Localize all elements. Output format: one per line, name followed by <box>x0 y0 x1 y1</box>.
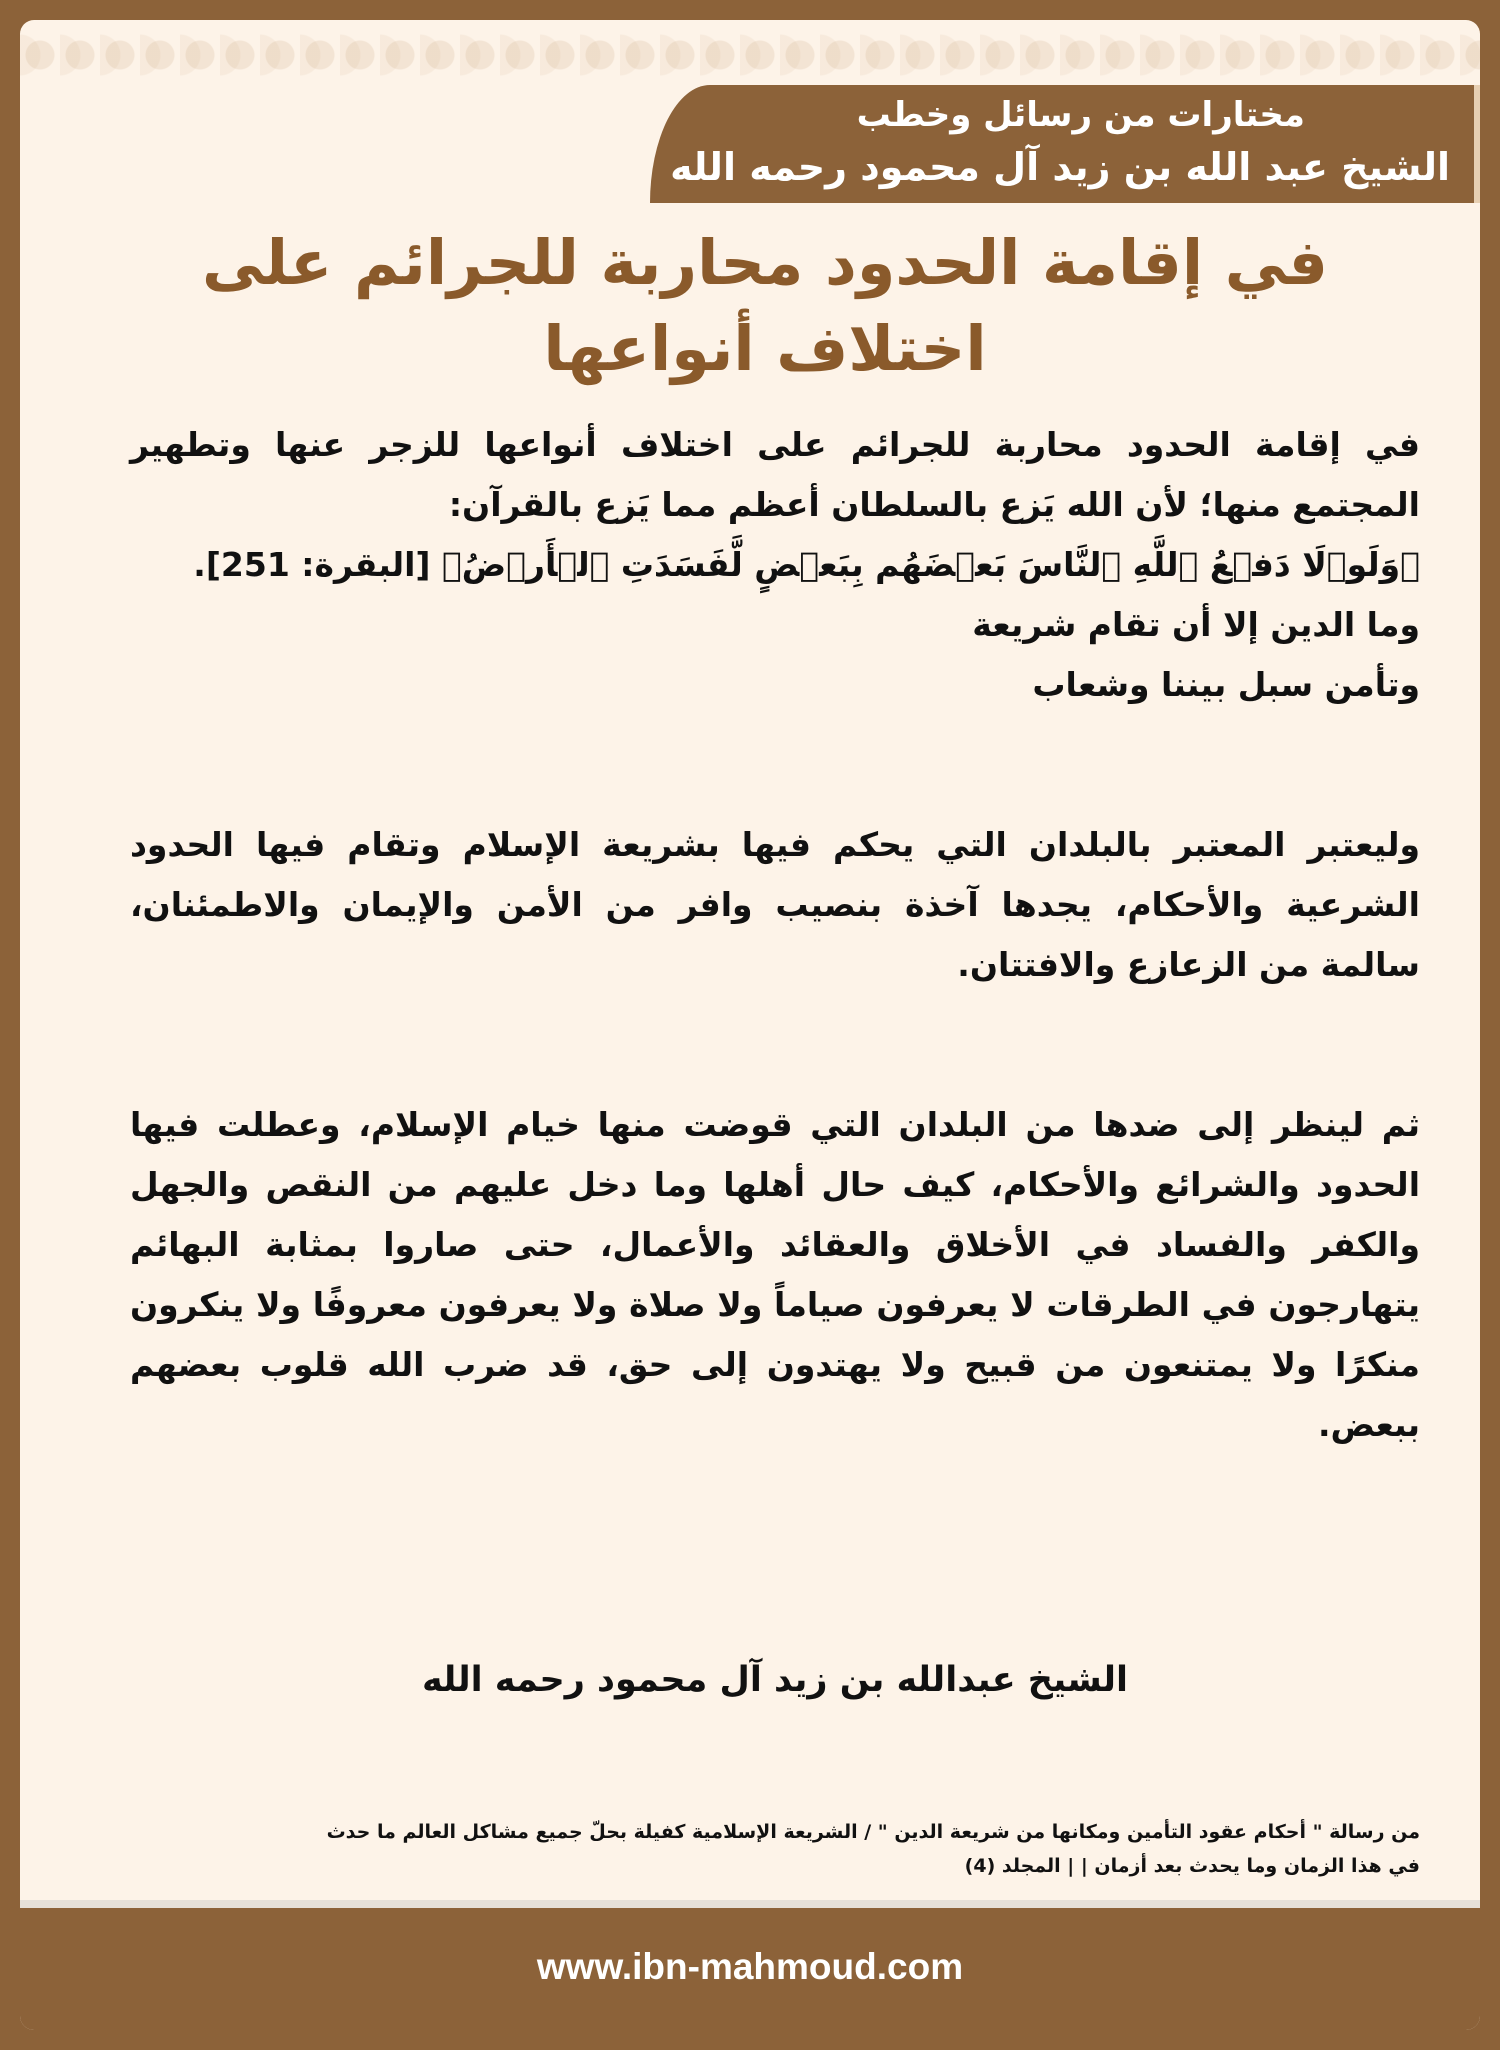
website-link[interactable]: www.ibn-mahmoud.com <box>536 1946 964 1987</box>
paragraph-intro: في إقامة الحدود محاربة للجرائم على اختلاف أنواعها للزجر عنها وتطهير المجتمع منها؛ لأن الله يَزع بالسلطان أعظم مما يَزع بالقرآن: <box>130 425 1420 524</box>
header-banner <box>650 85 1480 203</box>
source-line-1: من رسالة " أحكام عقود التأمين ومكانها من شريعة الدين " / الشريعة الإسلامية كفيلة بحلّ جميع مشاكل العالم ما حدث <box>326 1821 1420 1843</box>
paragraph-third: ثم لينظر إلى ضدها من البلدان التي قوضت منها خيام الإسلام، وعطلت فيها الحدود والشرائع والأحكام، كيف حال أهلها وما دخل عليهم من النقص والجهل والكفر والفساد في الأخلاق والعقائد والأعمال، حتى صاروا بمثابة البهائم يتهارجون في الطرقات لا يعرفون صياماً ولا صلاة ولا يعرفون معروفًا ولا ينكرون منكرًا ولا يمتنعون من قبيح ولا يهتدون إلى حق، قد ضرب الله قلوب بعضهم ببعض. <box>130 1105 1420 1444</box>
source-line-2: في هذا الزمان وما يحدث بعد أزمان | | المجلد (4) <box>964 1855 1420 1877</box>
header-author: الشيخ عبد الله بن زيد آل محمود رحمه الله <box>670 145 1450 189</box>
paragraph-second: وليعتبر المعتبر بالبلدان التي يحكم فيها بشريعة الإسلام وتقام فيها الحدود الشرعية والأحكام، يجدها آخذة بنصيب وافر من الأمن والإيمان والاطمئنان، سالمة من الزعازع والافتتان. <box>130 825 1420 984</box>
author-signature: الشيخ عبدالله بن زيد آل محمود رحمه الله <box>421 1660 1129 1700</box>
header-series-title: مختارات من رسائل وخطب <box>856 95 1305 135</box>
article-body <box>130 415 1420 1455</box>
footer-bar <box>20 1908 1480 2030</box>
quran-verse: ﴿وَلَوۡلَا دَفۡعُ ٱللَّهِ ٱلنَّاسَ بَعۡضَهُم بِبَعۡضٍ لَّفَسَدَتِ ٱلۡأَرۡضُ﴾ [البقرة: 251]. <box>193 545 1420 584</box>
footer-divider <box>20 1900 1480 1908</box>
content-card <box>20 20 1480 2030</box>
article-title: في إقامة الحدود محاربة للجرائم على اختلاف أنواعها <box>201 226 1329 385</box>
poem-line-2: وتأمن سبل بيننا وشعاب <box>1032 665 1420 704</box>
source-citation <box>100 1815 1420 1883</box>
decorative-pattern <box>20 20 1480 90</box>
poem-line-1: وما الدين إلا أن تقام شريعة <box>972 605 1420 644</box>
